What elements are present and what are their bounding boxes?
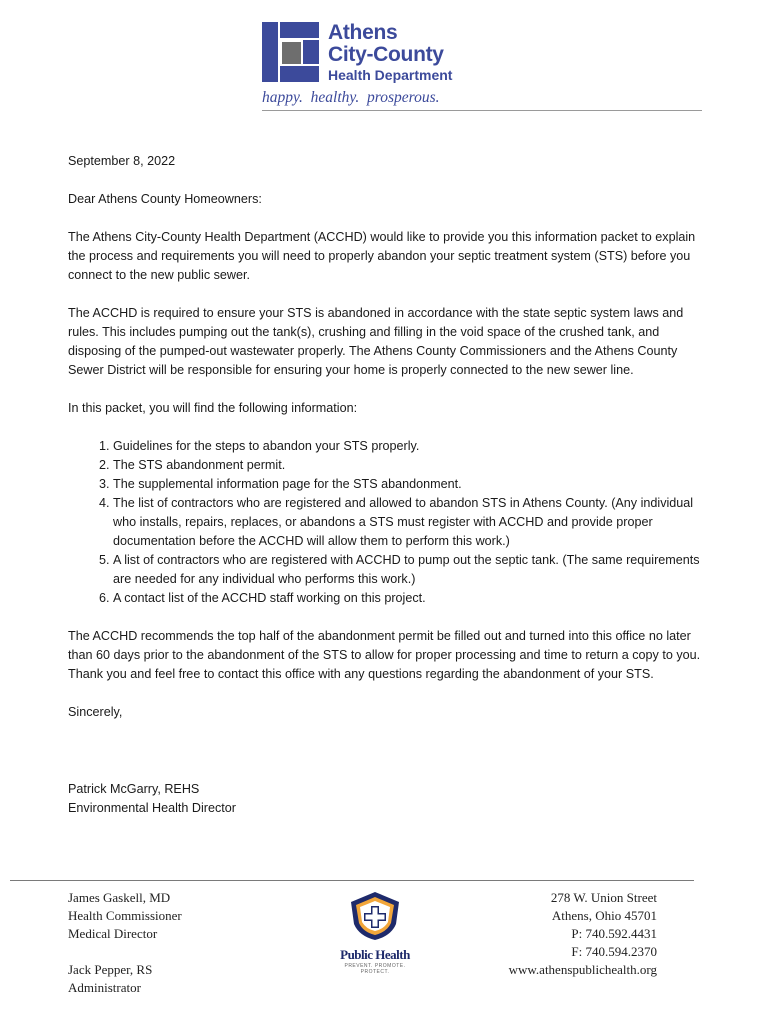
city-line: Athens, Ohio 45701: [551, 908, 657, 923]
letter-closing: Sincerely,: [68, 705, 123, 719]
list-item: 4. The list of contractors who are registered and allowed to abandon STS in Athens County. (Any individual who installs, repairs, replaces, or abandons a STS must register with ACCHD and provide proper documentation before the ACCHD will allow them to perform this work.): [113, 494, 708, 551]
public-health-logo: [330, 890, 420, 975]
public-health-shield-icon: [347, 890, 403, 942]
signature-block: [68, 780, 708, 818]
org-name-line1: Athens: [328, 21, 398, 44]
official-name: James Gaskell, MD: [68, 890, 171, 905]
public-health-slogan: PREVENT. PROMOTE. PROTECT.: [344, 963, 406, 975]
official-name: Jack Pepper, RS: [68, 962, 153, 977]
website-link[interactable]: www.athenspublichealth.org: [508, 962, 657, 977]
public-health-label: Public Health: [340, 947, 410, 962]
letter-body: [68, 152, 708, 818]
acchd-logo-icon: [262, 22, 319, 82]
letter-date: September 8, 2022: [68, 154, 176, 168]
signer-title: Environmental Health Director: [68, 801, 236, 815]
org-name-line2: City-County: [328, 43, 444, 66]
footer-officials: [68, 889, 182, 997]
org-name-line3: Health Department: [328, 67, 453, 83]
tagline: happy. healthy. prosperous.: [262, 89, 440, 106]
letter-paragraph-3: In this packet, you will find the following information:: [68, 401, 358, 415]
list-item: 6. A contact list of the ACCHD staff working on this project.: [113, 589, 708, 608]
fax-number: F: 740.594.2370: [571, 944, 657, 959]
signer-name: Patrick McGarry, REHS: [68, 782, 200, 796]
official-title: Administrator: [68, 980, 141, 995]
letter-paragraph-1: The Athens City-County Health Department (ACCHD) would like to provide you this information packet to explain the process and requirements you will need to properly abandon your septic treatment system (STS) before you connect to the new public sewer.: [68, 230, 696, 282]
list-item: 1. Guidelines for the steps to abandon your STS properly.: [113, 437, 708, 456]
letter-paragraph-2: The ACCHD is required to ensure your STS is abandoned in accordance with the state septic system laws and rules. This includes pumping out the tank(s), crushing and filling in the void space of the crushed tank, and disposing of the pumped-out wastewater properly. The Athens County Commissioners and the Athens County Sewer District will be responsible for ensuring your home is properly connected to the new sewer line.: [68, 306, 684, 377]
footer-contact: [509, 889, 657, 979]
list-item: 3. The supplemental information page for the STS abandonment.: [113, 475, 708, 494]
footer-divider: [10, 880, 694, 881]
list-item: 2. The STS abandonment permit.: [113, 456, 708, 475]
packet-contents-list: [68, 437, 708, 608]
letter-paragraph-4: The ACCHD recommends the top half of the abandonment permit be filled out and turned into this office no later than 60 days prior to the abandonment of the STS to allow for proper processing and time to return a copy to you. Thank you and feel free to contact this office with any questions regarding the abandonment of your STS.: [68, 629, 701, 681]
header-divider: [262, 110, 702, 111]
letter-salutation: Dear Athens County Homeowners:: [68, 192, 262, 206]
official-title: Medical Director: [68, 926, 158, 941]
signature-space: [68, 722, 708, 780]
official-title: Health Commissioner: [68, 908, 182, 923]
phone-number: P: 740.592.4431: [571, 926, 657, 941]
list-item: 5. A list of contractors who are registered with ACCHD to pump out the septic tank. (The same requirements are needed for any individual who performs this work.): [113, 551, 708, 589]
address-line: 278 W. Union Street: [550, 890, 657, 905]
